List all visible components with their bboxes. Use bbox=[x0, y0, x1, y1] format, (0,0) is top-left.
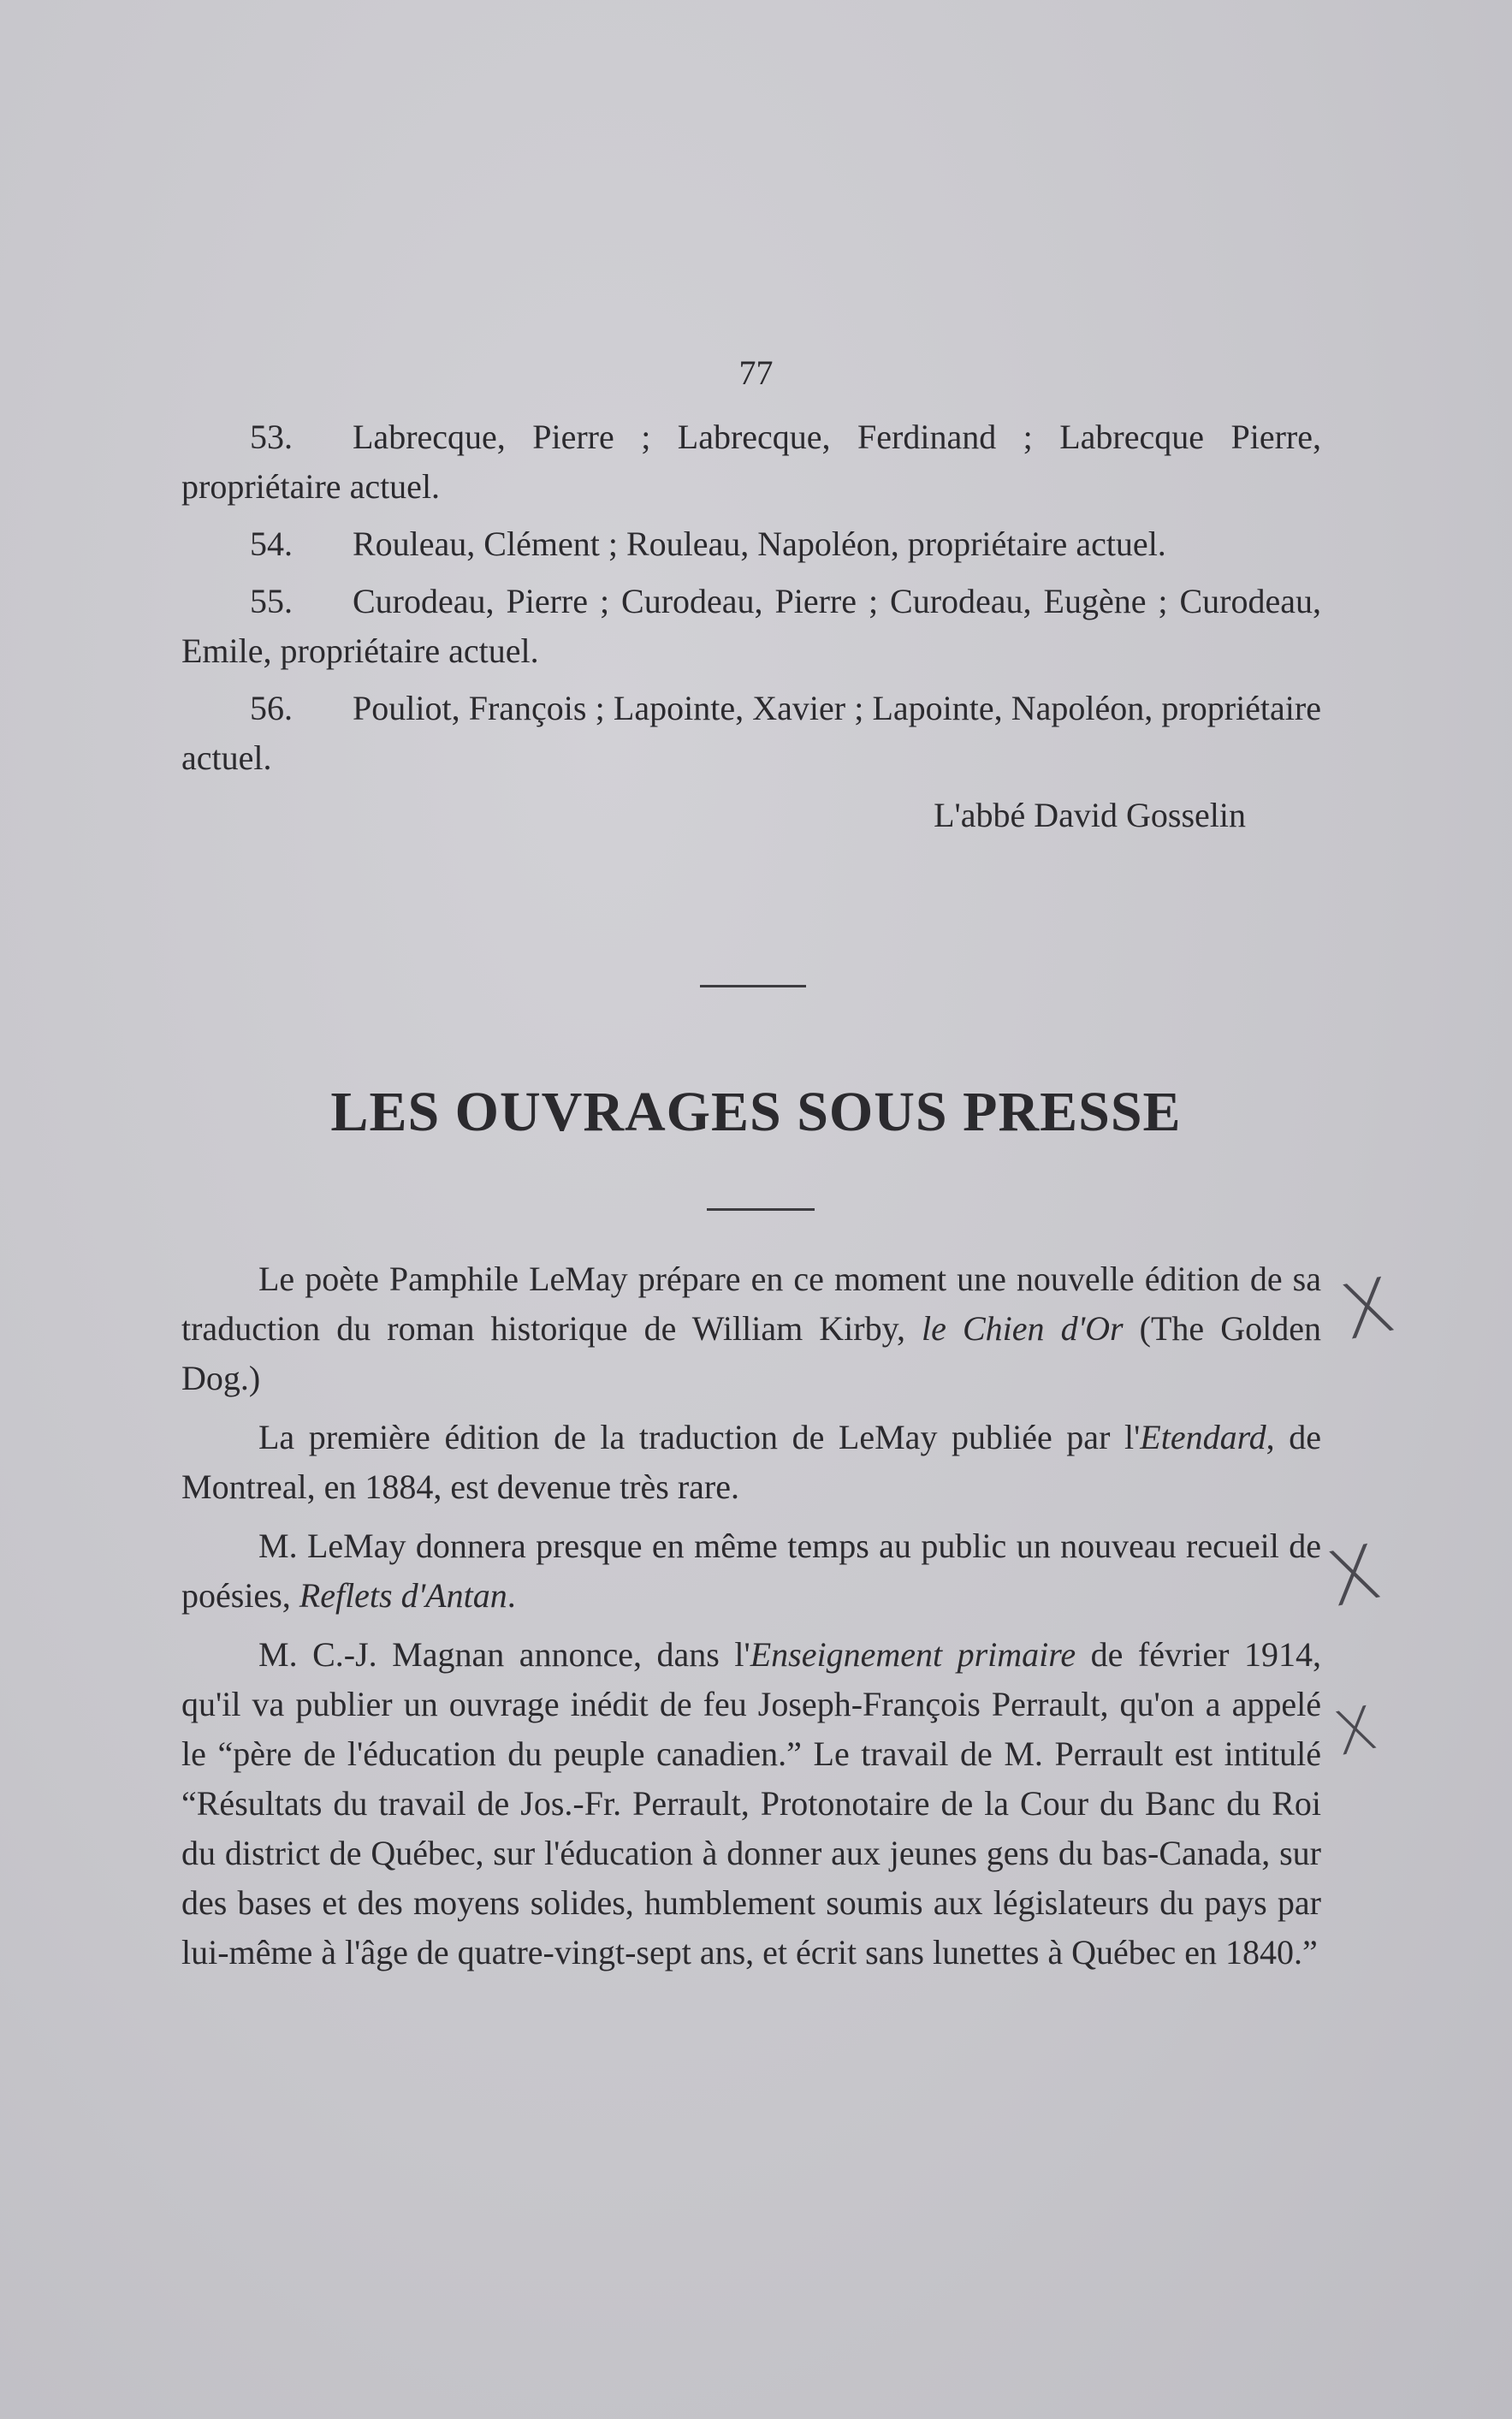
entry-text: Pouliot, François ; Lapointe, Xavier ; Lapointe, Napoléon, propriétaire actuel. bbox=[181, 689, 1321, 777]
paragraph-text: Le poète Pamphile LeMay prépare en ce moment une nouvelle édition de sa traduction du roman historique de William Kirby, bbox=[181, 1260, 1321, 1348]
italic-title: Etendard bbox=[1140, 1418, 1266, 1456]
heading-underline bbox=[707, 1208, 815, 1211]
entry-text: Curodeau, Pierre ; Curodeau, Pierre ; Curodeau, Eugène ; Curodeau, Emile, propriétaire actuel. bbox=[181, 582, 1321, 670]
italic-title: Enseignement primaire bbox=[750, 1635, 1076, 1674]
italic-title: le Chien d'Or bbox=[922, 1309, 1124, 1348]
ownership-list bbox=[181, 412, 1321, 840]
list-item bbox=[181, 577, 1321, 676]
paragraph bbox=[181, 1413, 1321, 1512]
page-number: 77 bbox=[738, 353, 774, 392]
entry-number: 56. bbox=[250, 689, 293, 727]
list-item bbox=[181, 412, 1321, 512]
paragraph-text: M. LeMay donnera presque en même temps au public un nouveau recueil de poésies, bbox=[181, 1527, 1321, 1615]
paragraph-text: La première édition de la traduction de LeMay publiée par l' bbox=[258, 1418, 1141, 1456]
entry-text: Rouleau, Clément ; Rouleau, Napoléon, propriétaire actuel. bbox=[353, 525, 1166, 563]
paragraph-text: . bbox=[507, 1576, 516, 1615]
article-body bbox=[181, 1254, 1321, 1987]
entry-number: 53. bbox=[250, 418, 293, 456]
paragraph-text: M. C.-J. Magnan annonce, dans l' bbox=[258, 1635, 750, 1674]
paragraph-text: (The Golden Dog.) bbox=[181, 1309, 1322, 1397]
handwritten-x-mark: X bbox=[1332, 1260, 1402, 1358]
paragraph-text: , de Montreal, en 1884, est devenue très rare. bbox=[181, 1418, 1321, 1506]
entry-text: Labrecque, Pierre ; Labrecque, Ferdinand ; Labrecque Pierre, propriétaire actuel. bbox=[181, 418, 1321, 506]
signature: L'abbé David Gosselin bbox=[934, 796, 1246, 834]
italic-title: Reflets d'Antan bbox=[299, 1576, 507, 1615]
entry-number: 54. bbox=[250, 525, 293, 563]
entry-number: 55. bbox=[250, 582, 293, 620]
handwritten-x-mark: X bbox=[1327, 1692, 1383, 1770]
paragraph bbox=[181, 1630, 1321, 1977]
paragraph-text: de février 1914, qu'il va publier un ouvrage inédit de feu Joseph-François Perrault, qu'on a appelé le “père de l'éducation du peuple canadien.” Le travail de M. Perrault est intitulé “Résultats du travail de Jos.-Fr. Perrault, Protonotaire de la Cour du Banc du Roi du district de Québec, sur l'éducation à donner aux jeunes gens du bas-Canada, sur des bases et des moyens solides, humblement soumis aux législateurs du pays par lui-même à l'âge de quatre-vingt-sept ans, et écrit sans lunettes à Québec en 1840.” bbox=[181, 1635, 1322, 1971]
paragraph bbox=[181, 1521, 1321, 1621]
paragraph bbox=[181, 1254, 1321, 1403]
section-divider bbox=[700, 985, 806, 987]
list-item bbox=[181, 684, 1321, 783]
handwritten-x-mark: X bbox=[1319, 1527, 1389, 1625]
section-heading: LES OUVRAGES SOUS PRESSE bbox=[330, 1081, 1182, 1143]
list-item bbox=[181, 519, 1321, 569]
